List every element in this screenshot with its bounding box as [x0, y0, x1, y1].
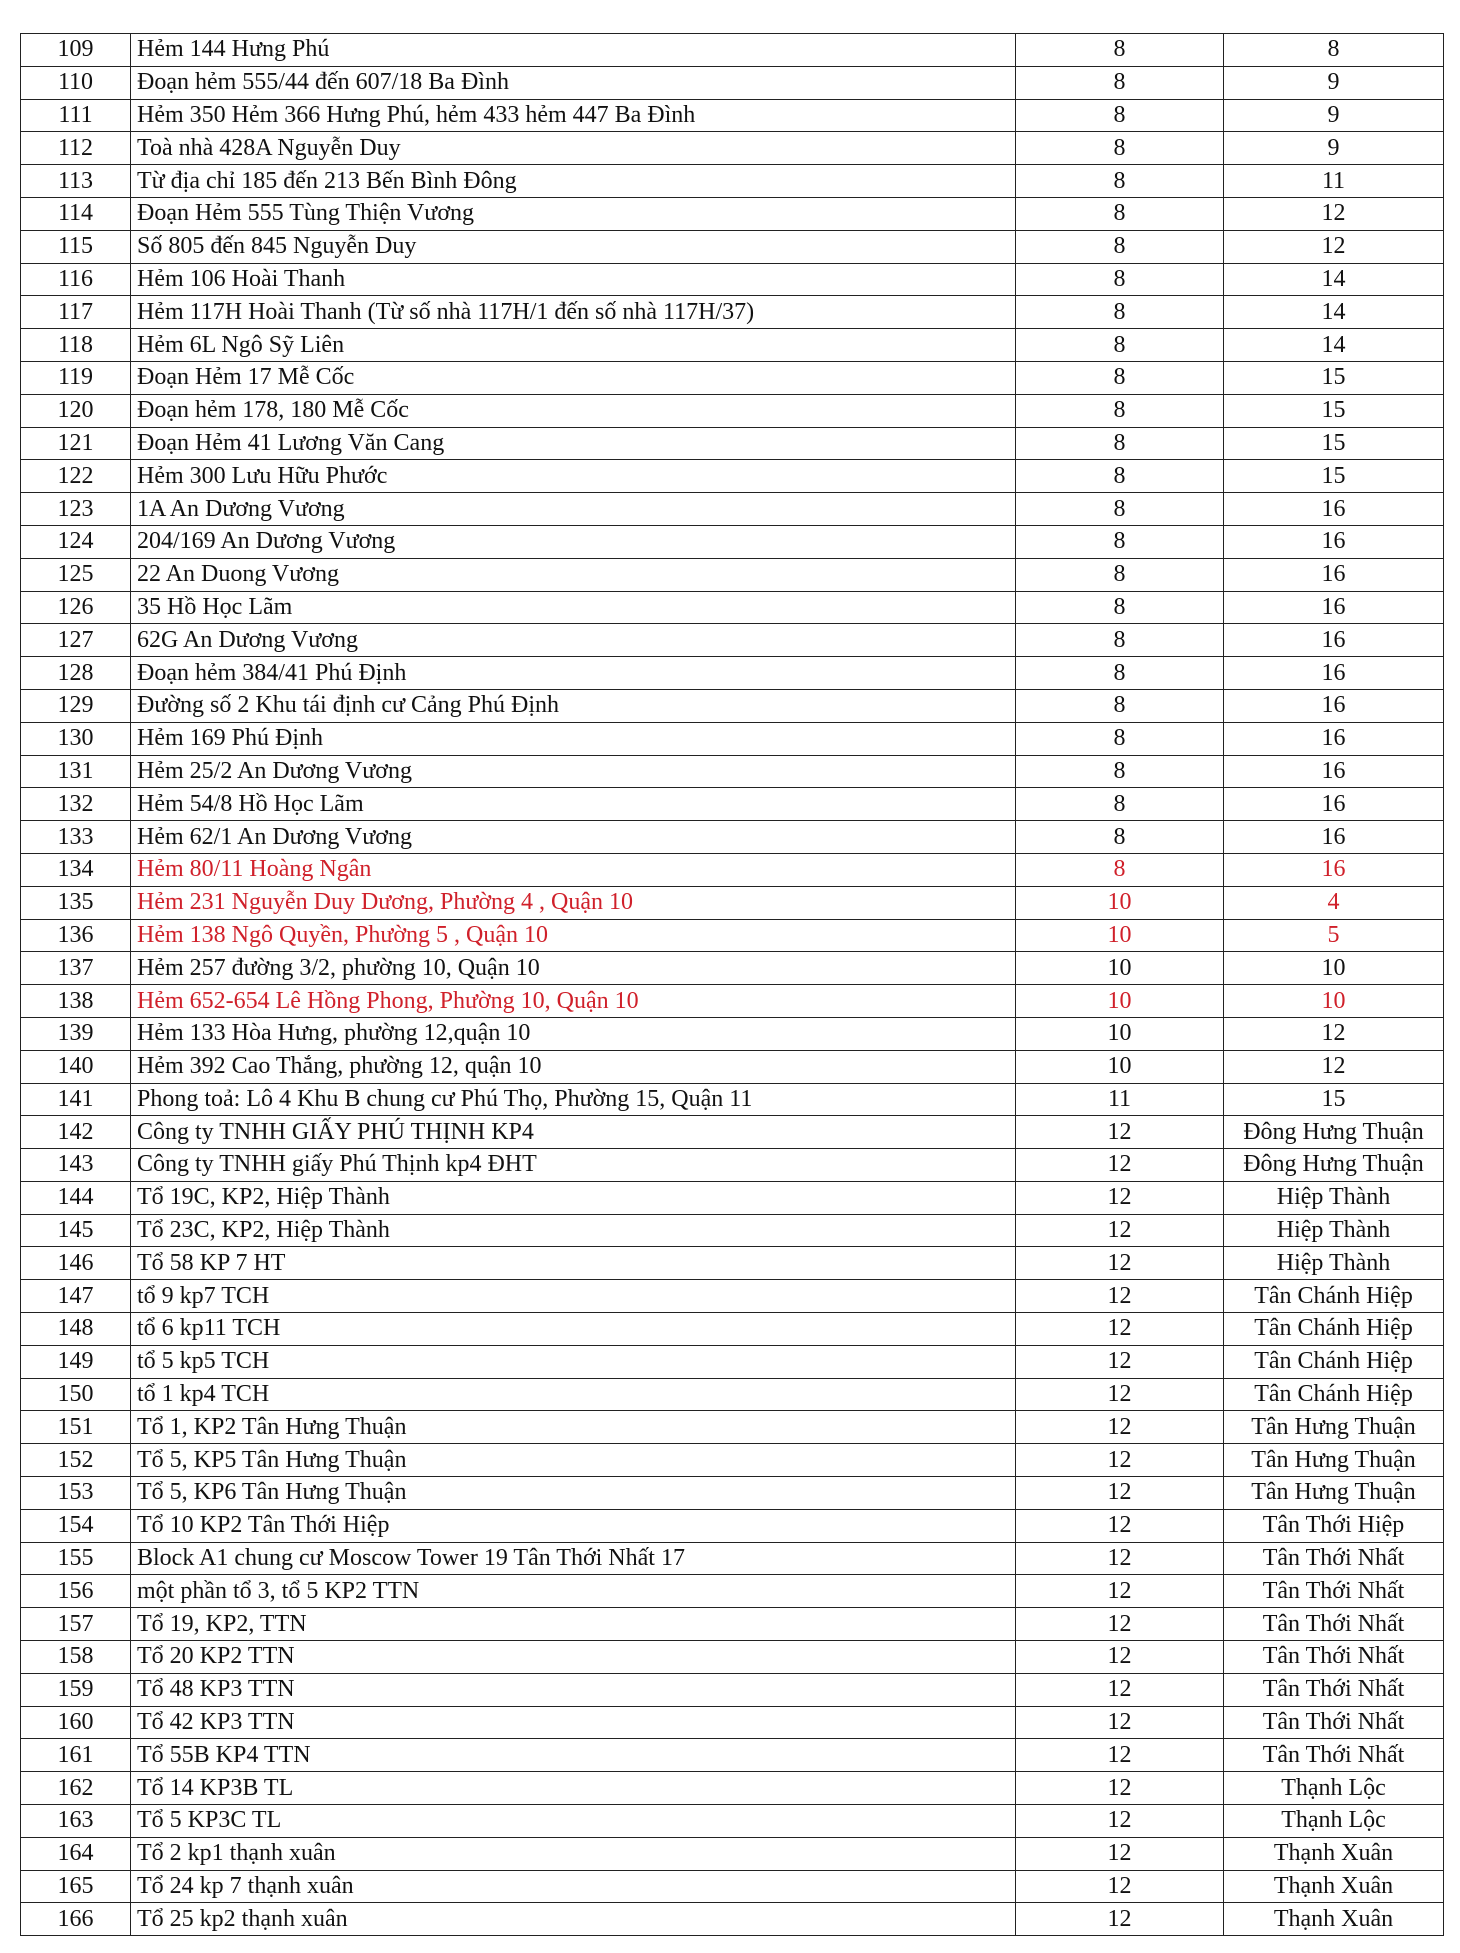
row-number-cell: 142 [21, 1116, 131, 1149]
district-cell: 12 [1016, 1542, 1224, 1575]
row-number-cell: 115 [21, 230, 131, 263]
row-number-cell: 151 [21, 1411, 131, 1444]
table-row [21, 985, 1444, 1018]
location-cell: Hẻm 300 Lưu Hữu Phước [131, 460, 1016, 493]
district-cell: 8 [1016, 755, 1224, 788]
location-cell: Hẻm 133 Hòa Hưng, phường 12,quận 10 [131, 1017, 1016, 1050]
table-row [21, 558, 1444, 591]
table-row [21, 1805, 1444, 1838]
district-cell: 12 [1016, 1870, 1224, 1903]
ward-cell: 16 [1224, 689, 1444, 722]
district-cell: 12 [1016, 1247, 1224, 1280]
row-number-cell: 131 [21, 755, 131, 788]
district-cell: 8 [1016, 427, 1224, 460]
district-cell: 12 [1016, 1673, 1224, 1706]
row-number-cell: 145 [21, 1214, 131, 1247]
table-row [21, 329, 1444, 362]
ward-cell: 14 [1224, 329, 1444, 362]
location-cell: Tổ 48 KP3 TTN [131, 1673, 1016, 1706]
ward-cell: 15 [1224, 460, 1444, 493]
ward-cell: 16 [1224, 853, 1444, 886]
table-row [21, 1247, 1444, 1280]
row-number-cell: 164 [21, 1837, 131, 1870]
location-cell: Đoạn Hẻm 555 Tùng Thiện Vương [131, 197, 1016, 230]
ward-cell: Tân Hưng Thuận [1224, 1477, 1444, 1510]
row-number-cell: 162 [21, 1772, 131, 1805]
district-cell: 10 [1016, 1017, 1224, 1050]
location-cell: Hẻm 80/11 Hoàng Ngân [131, 853, 1016, 886]
table-row [21, 1673, 1444, 1706]
table-row [21, 99, 1444, 132]
location-cell: Số 805 đến 845 Nguyễn Duy [131, 230, 1016, 263]
location-cell: 1A An Dương Vương [131, 493, 1016, 526]
table-row [21, 755, 1444, 788]
row-number-cell: 153 [21, 1477, 131, 1510]
district-cell: 12 [1016, 1280, 1224, 1313]
row-number-cell: 166 [21, 1903, 131, 1936]
row-number-cell: 158 [21, 1641, 131, 1674]
table-row [21, 591, 1444, 624]
district-cell: 12 [1016, 1739, 1224, 1772]
document-sheet [20, 33, 1443, 1936]
table-row [21, 853, 1444, 886]
location-cell: Đoạn Hẻm 17 Mễ Cốc [131, 361, 1016, 394]
ward-cell: Đông Hưng Thuận [1224, 1116, 1444, 1149]
ward-cell: 16 [1224, 525, 1444, 558]
ward-cell: 16 [1224, 755, 1444, 788]
location-cell: Tổ 19, KP2, TTN [131, 1608, 1016, 1641]
district-cell: 11 [1016, 1083, 1224, 1116]
table-row [21, 1477, 1444, 1510]
location-cell: Tổ 14 KP3B TL [131, 1772, 1016, 1805]
row-number-cell: 141 [21, 1083, 131, 1116]
location-cell: Tổ 23C, KP2, Hiệp Thành [131, 1214, 1016, 1247]
row-number-cell: 119 [21, 361, 131, 394]
ward-cell: 10 [1224, 952, 1444, 985]
district-cell: 10 [1016, 919, 1224, 952]
district-cell: 12 [1016, 1116, 1224, 1149]
location-cell: Hẻm 62/1 An Dương Vương [131, 821, 1016, 854]
row-number-cell: 110 [21, 66, 131, 99]
table-row [21, 1608, 1444, 1641]
location-cell: Tổ 24 kp 7 thạnh xuân [131, 1870, 1016, 1903]
table-row [21, 1444, 1444, 1477]
ward-cell: Đông Hưng Thuận [1224, 1149, 1444, 1182]
district-cell: 8 [1016, 624, 1224, 657]
row-number-cell: 143 [21, 1149, 131, 1182]
district-cell: 8 [1016, 558, 1224, 591]
row-number-cell: 125 [21, 558, 131, 591]
district-cell: 8 [1016, 788, 1224, 821]
row-number-cell: 127 [21, 624, 131, 657]
table-row [21, 1641, 1444, 1674]
ward-cell: Thạnh Lộc [1224, 1772, 1444, 1805]
table-row [21, 1542, 1444, 1575]
ward-cell: 11 [1224, 165, 1444, 198]
ward-cell: 16 [1224, 657, 1444, 690]
row-number-cell: 134 [21, 853, 131, 886]
ward-cell: Thạnh Xuân [1224, 1837, 1444, 1870]
table-row [21, 1870, 1444, 1903]
table-row [21, 722, 1444, 755]
row-number-cell: 114 [21, 197, 131, 230]
district-cell: 8 [1016, 197, 1224, 230]
locations-table [20, 33, 1444, 1936]
row-number-cell: 121 [21, 427, 131, 460]
table-row [21, 197, 1444, 230]
row-number-cell: 123 [21, 493, 131, 526]
table-row [21, 1214, 1444, 1247]
row-number-cell: 165 [21, 1870, 131, 1903]
table-row [21, 230, 1444, 263]
district-cell: 8 [1016, 525, 1224, 558]
table-row [21, 788, 1444, 821]
row-number-cell: 140 [21, 1050, 131, 1083]
district-cell: 12 [1016, 1477, 1224, 1510]
ward-cell: Tân Thới Nhất [1224, 1575, 1444, 1608]
table-row [21, 1116, 1444, 1149]
district-cell: 8 [1016, 689, 1224, 722]
location-cell: Tổ 42 KP3 TTN [131, 1706, 1016, 1739]
table-row [21, 886, 1444, 919]
location-cell: Đoạn hẻm 555/44 đến 607/18 Ba Đình [131, 66, 1016, 99]
district-cell: 12 [1016, 1378, 1224, 1411]
ward-cell: 15 [1224, 361, 1444, 394]
district-cell: 8 [1016, 132, 1224, 165]
ward-cell: 16 [1224, 624, 1444, 657]
location-cell: Từ địa chỉ 185 đến 213 Bến Bình Đông [131, 165, 1016, 198]
row-number-cell: 122 [21, 460, 131, 493]
location-cell: tổ 5 kp5 TCH [131, 1345, 1016, 1378]
table-row [21, 132, 1444, 165]
row-number-cell: 118 [21, 329, 131, 362]
table-body [21, 34, 1444, 1936]
location-cell: Tổ 25 kp2 thạnh xuân [131, 1903, 1016, 1936]
district-cell: 8 [1016, 821, 1224, 854]
row-number-cell: 159 [21, 1673, 131, 1706]
district-cell: 12 [1016, 1805, 1224, 1838]
ward-cell: Tân Thới Nhất [1224, 1641, 1444, 1674]
location-cell: Hẻm 350 Hẻm 366 Hưng Phú, hẻm 433 hẻm 447 Ba Đình [131, 99, 1016, 132]
location-cell: Hẻm 169 Phú Định [131, 722, 1016, 755]
ward-cell: 16 [1224, 722, 1444, 755]
district-cell: 8 [1016, 591, 1224, 624]
location-cell: Tổ 5, KP6 Tân Hưng Thuận [131, 1477, 1016, 1510]
location-cell: Đoạn hẻm 384/41 Phú Định [131, 657, 1016, 690]
location-cell: Block A1 chung cư Moscow Tower 19 Tân Thới Nhất 17 [131, 1542, 1016, 1575]
ward-cell: Tân Chánh Hiệp [1224, 1378, 1444, 1411]
location-cell: Tổ 10 KP2 Tân Thới Hiệp [131, 1509, 1016, 1542]
table-row [21, 1313, 1444, 1346]
row-number-cell: 126 [21, 591, 131, 624]
row-number-cell: 139 [21, 1017, 131, 1050]
row-number-cell: 156 [21, 1575, 131, 1608]
district-cell: 8 [1016, 99, 1224, 132]
ward-cell: Tân Thới Nhất [1224, 1542, 1444, 1575]
row-number-cell: 163 [21, 1805, 131, 1838]
ward-cell: 10 [1224, 985, 1444, 1018]
location-cell: Công ty TNHH GIẤY PHÚ THỊNH KP4 [131, 1116, 1016, 1149]
location-cell: tổ 9 kp7 TCH [131, 1280, 1016, 1313]
location-cell: Hẻm 25/2 An Dương Vương [131, 755, 1016, 788]
table-row [21, 1772, 1444, 1805]
table-row [21, 689, 1444, 722]
row-number-cell: 129 [21, 689, 131, 722]
row-number-cell: 136 [21, 919, 131, 952]
table-row [21, 1411, 1444, 1444]
table-row [21, 263, 1444, 296]
row-number-cell: 137 [21, 952, 131, 985]
row-number-cell: 155 [21, 1542, 131, 1575]
ward-cell: 9 [1224, 66, 1444, 99]
row-number-cell: 111 [21, 99, 131, 132]
row-number-cell: 124 [21, 525, 131, 558]
row-number-cell: 148 [21, 1313, 131, 1346]
district-cell: 12 [1016, 1608, 1224, 1641]
ward-cell: Hiệp Thành [1224, 1214, 1444, 1247]
ward-cell: 15 [1224, 394, 1444, 427]
table-row [21, 1149, 1444, 1182]
table-row [21, 657, 1444, 690]
row-number-cell: 161 [21, 1739, 131, 1772]
ward-cell: 14 [1224, 296, 1444, 329]
district-cell: 12 [1016, 1772, 1224, 1805]
row-number-cell: 160 [21, 1706, 131, 1739]
row-number-cell: 149 [21, 1345, 131, 1378]
district-cell: 12 [1016, 1903, 1224, 1936]
table-row [21, 1181, 1444, 1214]
district-cell: 12 [1016, 1313, 1224, 1346]
ward-cell: 9 [1224, 99, 1444, 132]
district-cell: 8 [1016, 722, 1224, 755]
ward-cell: Tân Hưng Thuận [1224, 1444, 1444, 1477]
district-cell: 12 [1016, 1345, 1224, 1378]
table-row [21, 1509, 1444, 1542]
row-number-cell: 116 [21, 263, 131, 296]
table-row [21, 1903, 1444, 1936]
district-cell: 8 [1016, 460, 1224, 493]
ward-cell: Tân Hưng Thuận [1224, 1411, 1444, 1444]
table-row [21, 34, 1444, 67]
district-cell: 8 [1016, 853, 1224, 886]
row-number-cell: 135 [21, 886, 131, 919]
ward-cell: 9 [1224, 132, 1444, 165]
table-row [21, 296, 1444, 329]
row-number-cell: 144 [21, 1181, 131, 1214]
ward-cell: 4 [1224, 886, 1444, 919]
district-cell: 8 [1016, 361, 1224, 394]
ward-cell: 15 [1224, 1083, 1444, 1116]
location-cell: Hẻm 54/8 Hồ Học Lãm [131, 788, 1016, 821]
table-row [21, 493, 1444, 526]
ward-cell: Thạnh Xuân [1224, 1870, 1444, 1903]
ward-cell: Tân Thới Nhất [1224, 1608, 1444, 1641]
district-cell: 10 [1016, 1050, 1224, 1083]
row-number-cell: 130 [21, 722, 131, 755]
ward-cell: 16 [1224, 788, 1444, 821]
row-number-cell: 147 [21, 1280, 131, 1313]
location-cell: Hẻm 652-654 Lê Hồng Phong, Phường 10, Quận 10 [131, 985, 1016, 1018]
location-cell: 22 An Duong Vương [131, 558, 1016, 591]
ward-cell: Hiệp Thành [1224, 1247, 1444, 1280]
location-cell: Đoạn Hẻm 41 Lương Văn Cang [131, 427, 1016, 460]
location-cell: Toà nhà 428A Nguyễn Duy [131, 132, 1016, 165]
table-row [21, 1378, 1444, 1411]
location-cell: Tổ 2 kp1 thạnh xuân [131, 1837, 1016, 1870]
location-cell: Hẻm 257 đường 3/2, phường 10, Quận 10 [131, 952, 1016, 985]
location-cell: Tổ 5, KP5 Tân Hưng Thuận [131, 1444, 1016, 1477]
row-number-cell: 146 [21, 1247, 131, 1280]
district-cell: 10 [1016, 985, 1224, 1018]
district-cell: 12 [1016, 1575, 1224, 1608]
table-row [21, 1706, 1444, 1739]
ward-cell: Tân Thới Hiệp [1224, 1509, 1444, 1542]
district-cell: 8 [1016, 329, 1224, 362]
district-cell: 12 [1016, 1837, 1224, 1870]
ward-cell: Thạnh Lộc [1224, 1805, 1444, 1838]
row-number-cell: 128 [21, 657, 131, 690]
location-cell: Hẻm 231 Nguyễn Duy Dương, Phường 4 , Quận 10 [131, 886, 1016, 919]
ward-cell: Tân Thới Nhất [1224, 1739, 1444, 1772]
location-cell: Tổ 5 KP3C TL [131, 1805, 1016, 1838]
table-row [21, 1575, 1444, 1608]
district-cell: 8 [1016, 66, 1224, 99]
table-row [21, 1837, 1444, 1870]
location-cell: Hẻm 392 Cao Thắng, phường 12, quận 10 [131, 1050, 1016, 1083]
row-number-cell: 157 [21, 1608, 131, 1641]
district-cell: 10 [1016, 886, 1224, 919]
table-row [21, 952, 1444, 985]
location-cell: Tổ 58 KP 7 HT [131, 1247, 1016, 1280]
table-row [21, 1050, 1444, 1083]
table-row [21, 624, 1444, 657]
ward-cell: 12 [1224, 1017, 1444, 1050]
row-number-cell: 109 [21, 34, 131, 67]
ward-cell: Tân Chánh Hiệp [1224, 1313, 1444, 1346]
district-cell: 8 [1016, 230, 1224, 263]
ward-cell: Tân Chánh Hiệp [1224, 1345, 1444, 1378]
ward-cell: 16 [1224, 821, 1444, 854]
table-row [21, 525, 1444, 558]
table-row [21, 394, 1444, 427]
row-number-cell: 113 [21, 165, 131, 198]
district-cell: 12 [1016, 1181, 1224, 1214]
location-cell: Đường số 2 Khu tái định cư Cảng Phú Định [131, 689, 1016, 722]
ward-cell: 14 [1224, 263, 1444, 296]
district-cell: 12 [1016, 1411, 1224, 1444]
ward-cell: 5 [1224, 919, 1444, 952]
table-row [21, 66, 1444, 99]
location-cell: tổ 1 kp4 TCH [131, 1378, 1016, 1411]
location-cell: Tổ 1, KP2 Tân Hưng Thuận [131, 1411, 1016, 1444]
table-row [21, 1017, 1444, 1050]
ward-cell: Hiệp Thành [1224, 1181, 1444, 1214]
ward-cell: 8 [1224, 34, 1444, 67]
district-cell: 8 [1016, 394, 1224, 427]
ward-cell: 16 [1224, 493, 1444, 526]
location-cell: 204/169 An Dương Vương [131, 525, 1016, 558]
row-number-cell: 132 [21, 788, 131, 821]
table-row [21, 821, 1444, 854]
table-row [21, 165, 1444, 198]
district-cell: 8 [1016, 34, 1224, 67]
location-cell: tổ 6 kp11 TCH [131, 1313, 1016, 1346]
table-row [21, 460, 1444, 493]
district-cell: 12 [1016, 1641, 1224, 1674]
row-number-cell: 117 [21, 296, 131, 329]
district-cell: 12 [1016, 1214, 1224, 1247]
row-number-cell: 120 [21, 394, 131, 427]
district-cell: 12 [1016, 1149, 1224, 1182]
table-row [21, 1280, 1444, 1313]
district-cell: 10 [1016, 952, 1224, 985]
district-cell: 12 [1016, 1444, 1224, 1477]
ward-cell: Tân Thới Nhất [1224, 1673, 1444, 1706]
row-number-cell: 152 [21, 1444, 131, 1477]
location-cell: 35 Hồ Học Lãm [131, 591, 1016, 624]
table-row [21, 919, 1444, 952]
ward-cell: 15 [1224, 427, 1444, 460]
location-cell: Đoạn hẻm 178, 180 Mễ Cốc [131, 394, 1016, 427]
district-cell: 8 [1016, 263, 1224, 296]
district-cell: 8 [1016, 165, 1224, 198]
district-cell: 8 [1016, 296, 1224, 329]
row-number-cell: 154 [21, 1509, 131, 1542]
location-cell: Hẻm 138 Ngô Quyền, Phường 5 , Quận 10 [131, 919, 1016, 952]
location-cell: 62G An Dương Vương [131, 624, 1016, 657]
row-number-cell: 133 [21, 821, 131, 854]
ward-cell: 12 [1224, 197, 1444, 230]
location-cell: Hẻm 117H Hoài Thanh (Từ số nhà 117H/1 đến số nhà 117H/37) [131, 296, 1016, 329]
district-cell: 8 [1016, 493, 1224, 526]
table-row [21, 1739, 1444, 1772]
ward-cell: Tân Chánh Hiệp [1224, 1280, 1444, 1313]
row-number-cell: 150 [21, 1378, 131, 1411]
ward-cell: 12 [1224, 1050, 1444, 1083]
ward-cell: 12 [1224, 230, 1444, 263]
location-cell: Tổ 55B KP4 TTN [131, 1739, 1016, 1772]
row-number-cell: 112 [21, 132, 131, 165]
district-cell: 12 [1016, 1706, 1224, 1739]
row-number-cell: 138 [21, 985, 131, 1018]
ward-cell: 16 [1224, 558, 1444, 591]
location-cell: Tổ 20 KP2 TTN [131, 1641, 1016, 1674]
table-row [21, 361, 1444, 394]
location-cell: Hẻm 106 Hoài Thanh [131, 263, 1016, 296]
table-row [21, 1345, 1444, 1378]
district-cell: 12 [1016, 1509, 1224, 1542]
location-cell: một phần tổ 3, tổ 5 KP2 TTN [131, 1575, 1016, 1608]
location-cell: Công ty TNHH giấy Phú Thịnh kp4 ĐHT [131, 1149, 1016, 1182]
table-row [21, 1083, 1444, 1116]
location-cell: Tổ 19C, KP2, Hiệp Thành [131, 1181, 1016, 1214]
ward-cell: Tân Thới Nhất [1224, 1706, 1444, 1739]
location-cell: Hẻm 6L Ngô Sỹ Liên [131, 329, 1016, 362]
location-cell: Hẻm 144 Hưng Phú [131, 34, 1016, 67]
ward-cell: 16 [1224, 591, 1444, 624]
district-cell: 8 [1016, 657, 1224, 690]
ward-cell: Thạnh Xuân [1224, 1903, 1444, 1936]
location-cell: Phong toả: Lô 4 Khu B chung cư Phú Thọ, Phường 15, Quận 11 [131, 1083, 1016, 1116]
table-row [21, 427, 1444, 460]
